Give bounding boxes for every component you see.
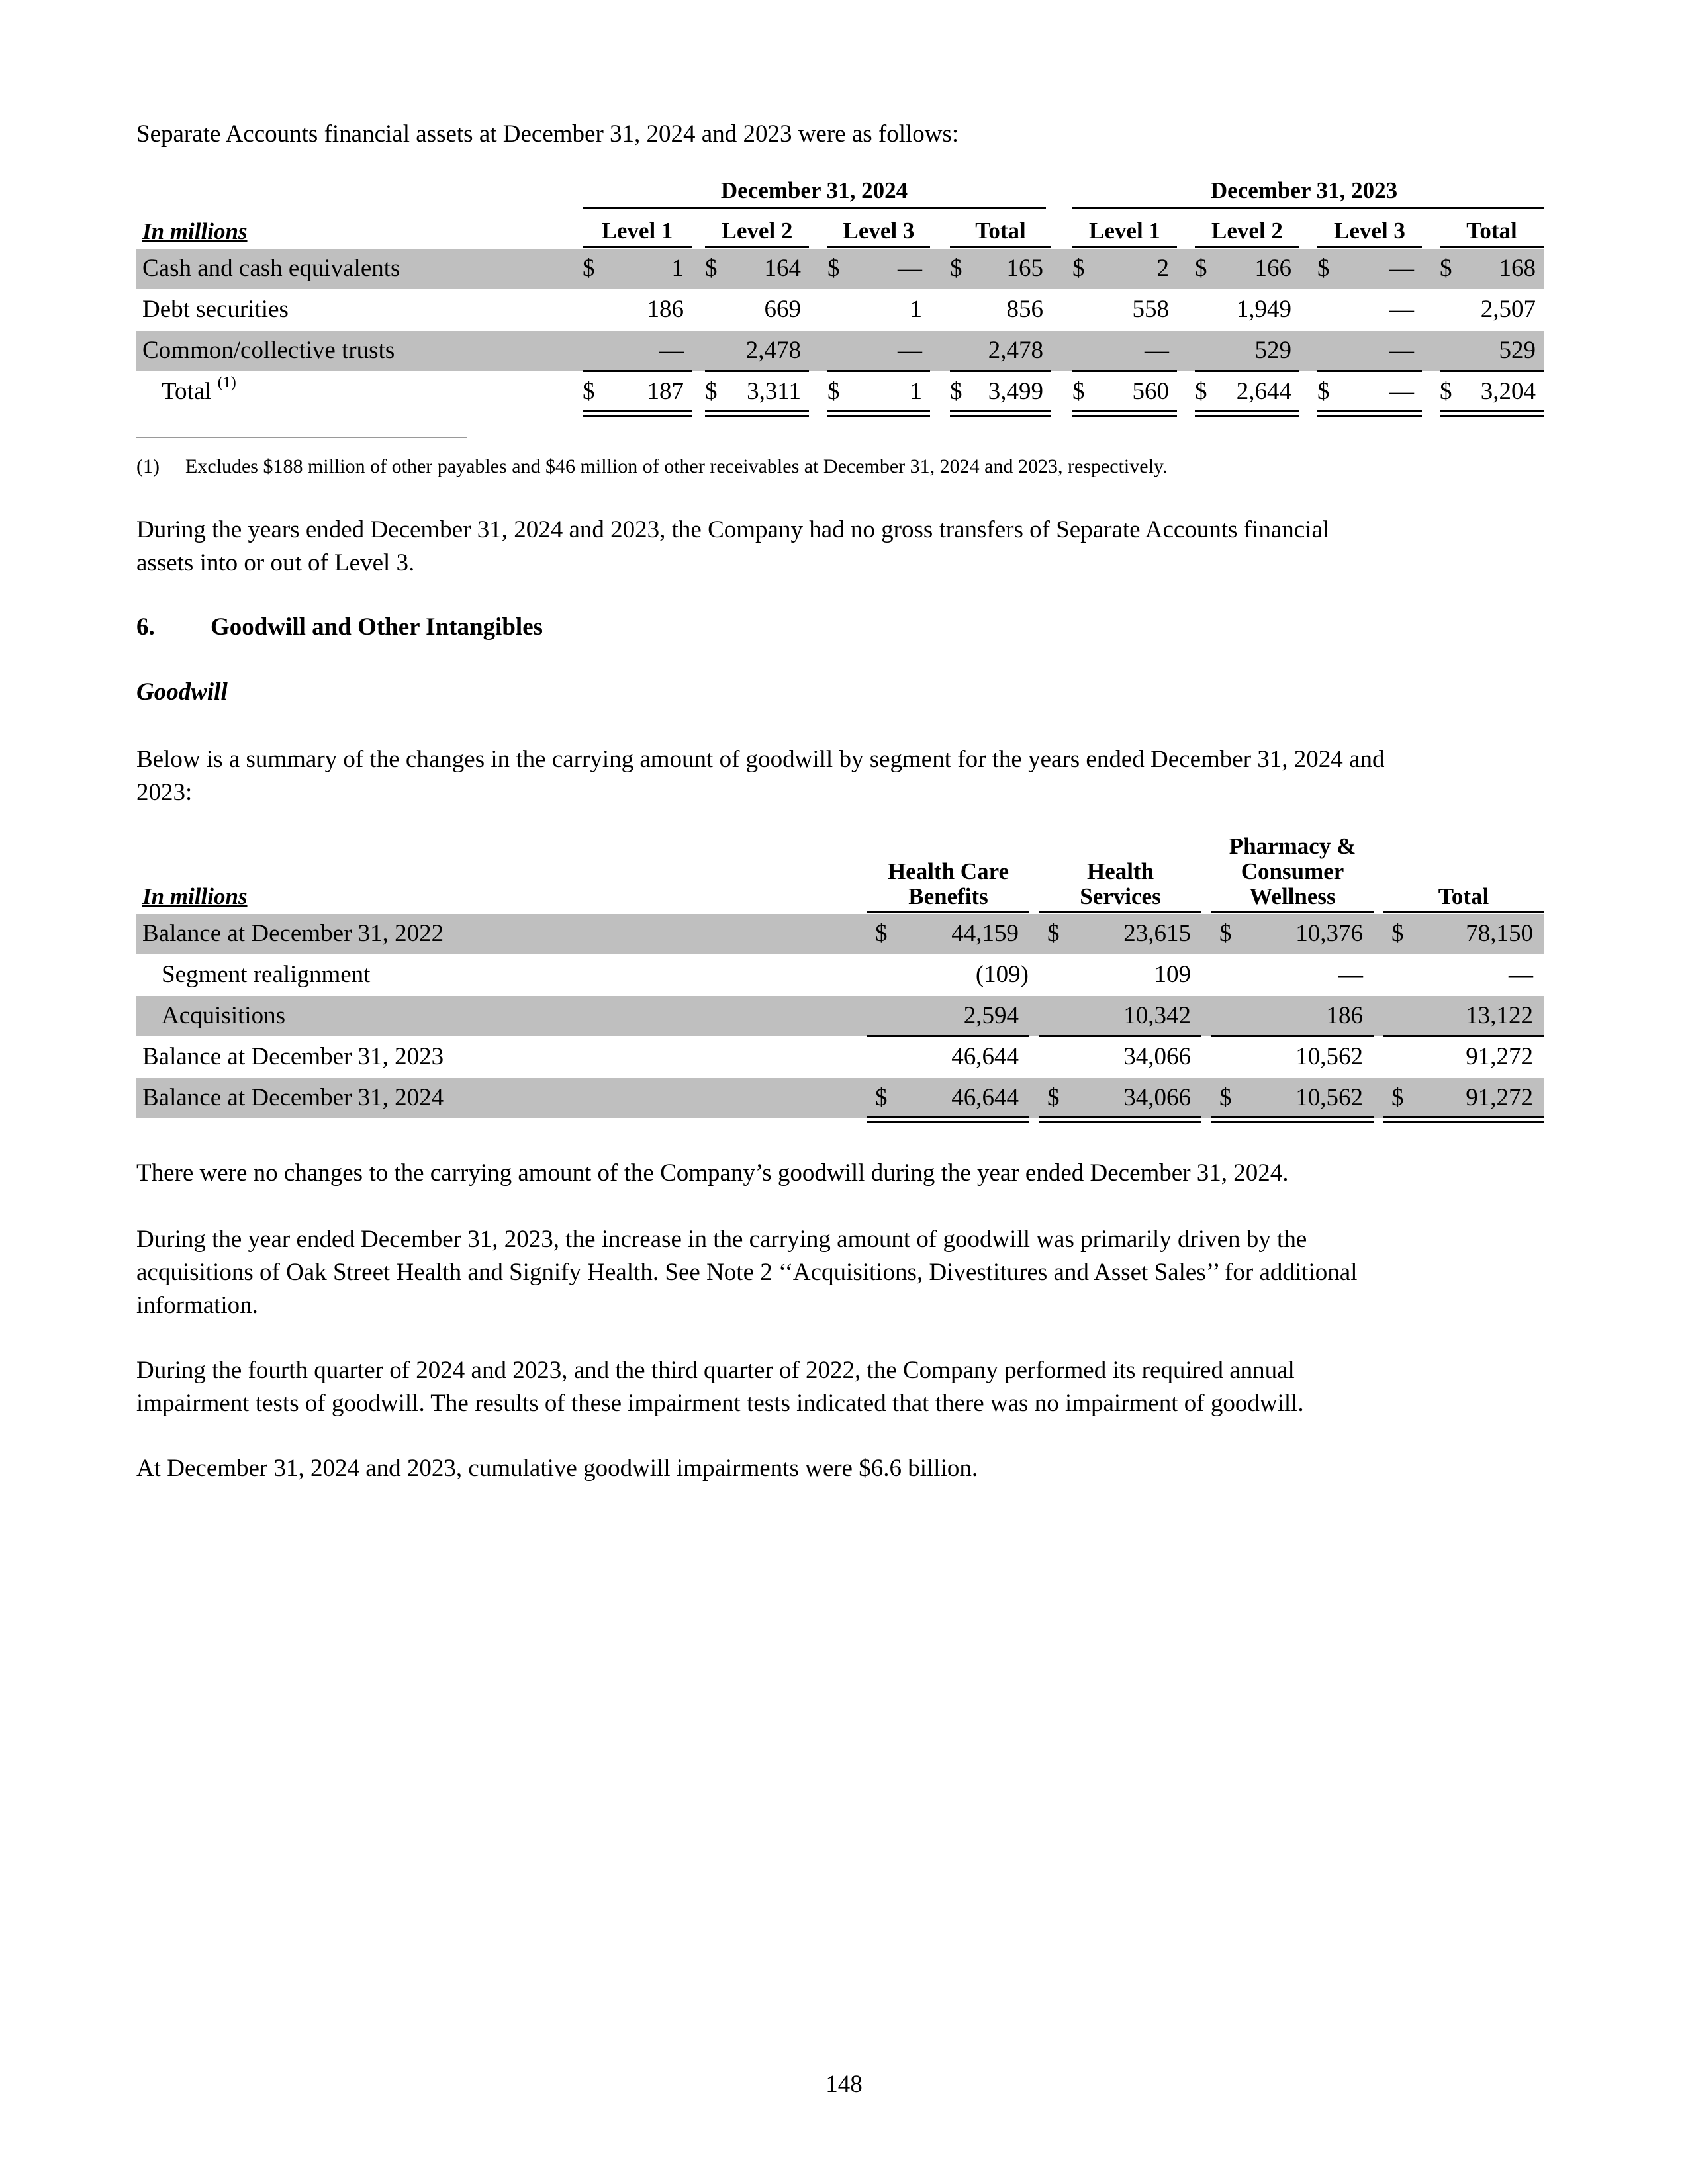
table-cell: 10,562 [1295, 1084, 1363, 1111]
dollar-sign: $ [1072, 378, 1085, 405]
table-cell: 2,478 [745, 337, 801, 364]
table-cell: 46,644 [951, 1043, 1019, 1070]
table-cell: 168 [1499, 255, 1536, 282]
column-header-line: Health Care [887, 858, 1009, 884]
column-header-rule [583, 246, 692, 248]
increase-line-3: information. [136, 1292, 258, 1319]
row-label: Balance at December 31, 2022 [142, 920, 444, 947]
column-header-rule [950, 246, 1051, 248]
row-label [142, 249, 400, 289]
table-cell: 669 [764, 296, 801, 323]
table-cell: 2,594 [963, 1002, 1019, 1029]
dollar-sign: $ [1219, 920, 1232, 947]
table-cell: 3,499 [988, 378, 1043, 405]
column-header: Level 3 [1334, 218, 1405, 244]
table-cell: 78,150 [1466, 920, 1533, 947]
footnote-reference: (1) [217, 374, 236, 391]
page-number: 148 [825, 2071, 863, 2098]
table-cell: 2,644 [1236, 378, 1291, 405]
table-cell: 529 [1499, 337, 1536, 364]
row-label-text: Cash and cash equivalents [142, 255, 400, 282]
table-cell: 34,066 [1123, 1043, 1191, 1070]
column-header-line: Pharmacy & [1229, 833, 1356, 859]
dollar-sign: $ [950, 255, 962, 282]
table-cell: 10,376 [1295, 920, 1363, 947]
intro-paragraph: Separate Accounts financial assets at December 31, 2024 and 2023 were as follows: [136, 120, 959, 148]
table-cell: 46,644 [951, 1084, 1019, 1111]
column-header-rule [1039, 911, 1201, 913]
total-double-rule [827, 410, 930, 417]
column-header-rule [1211, 911, 1374, 913]
impairment-line-1: During the fourth quarter of 2024 and 2023, and the third quarter of 2022, the Company performed its required annual [136, 1357, 1295, 1384]
table-cell: 2 [1156, 255, 1169, 282]
dollar-sign: $ [1440, 378, 1452, 405]
total-double-rule [1383, 1116, 1544, 1123]
table-cell: 560 [1132, 378, 1169, 405]
table-cell: 165 [1006, 255, 1043, 282]
footnote-text: Excludes $188 million of other payables and $46 million of other receivables at December 31, 2024 and 2023, respectively. [185, 455, 1168, 477]
table-cell: — [1145, 337, 1169, 364]
row-label [142, 290, 289, 330]
footnote-marker: (1) [136, 455, 160, 477]
table-cell: 23,615 [1123, 920, 1191, 947]
group-header-rule-2024 [583, 207, 1046, 209]
column-header-line: Benefits [908, 884, 988, 909]
cumulative-impairments-paragraph: At December 31, 2024 and 2023, cumulative goodwill impairments were $6.6 billion. [136, 1455, 978, 1482]
table-cell: — [1389, 296, 1414, 323]
table-cell: — [1389, 337, 1414, 364]
column-header: Level 3 [843, 218, 915, 244]
table-cell: 2,507 [1480, 296, 1536, 323]
dollar-sign: $ [583, 378, 595, 405]
increase-line-1: During the year ended December 31, 2023, the increase in the carrying amount of goodwill was primarily driven by the [136, 1226, 1307, 1253]
table-cell: 91,272 [1466, 1043, 1533, 1070]
column-header-rule [867, 911, 1029, 913]
dollar-sign: $ [1195, 378, 1207, 405]
table-cell: 1 [671, 255, 684, 282]
subsection-title: Goodwill [136, 678, 228, 705]
column-header-rule [1317, 246, 1422, 248]
increase-line-2: acquisitions of Oak Street Health and Signify Health. See Note 2 ‘‘Acquisitions, Divestitures and Asset Sales’’ for additional [136, 1259, 1358, 1286]
dollar-sign: $ [583, 255, 595, 282]
table-cell: 91,272 [1466, 1084, 1533, 1111]
total-double-rule [583, 410, 692, 417]
summary-line-2: 2023: [136, 779, 193, 806]
column-header-rule [705, 246, 809, 248]
in-millions-label-2: In millions [142, 884, 248, 909]
column-header-line: Consumer [1241, 858, 1344, 884]
table-cell: — [898, 255, 922, 282]
table-cell: 2,478 [988, 337, 1043, 364]
row-label-text: Debt securities [142, 296, 289, 323]
table-cell: 3,204 [1480, 378, 1536, 405]
table-cell: 164 [764, 255, 801, 282]
dollar-sign: $ [1195, 255, 1207, 282]
summary-line-1: Below is a summary of the changes in the carrying amount of goodwill by segment for the years ended December 31, 2024 and [136, 746, 1385, 773]
table-cell: 856 [1006, 296, 1043, 323]
dollar-sign: $ [1047, 1084, 1060, 1111]
impairment-line-2: impairment tests of goodwill. The results of these impairment tests indicated that there was no impairment of goodwill. [136, 1390, 1304, 1417]
row-label [142, 331, 395, 371]
table-cell: 34,066 [1123, 1084, 1191, 1111]
row-label-text: Common/collective trusts [142, 337, 395, 364]
transfers-line-1: During the years ended December 31, 2024 and 2023, the Company had no gross transfers of Separate Accounts financial [136, 516, 1330, 543]
table-cell: 186 [647, 296, 684, 323]
table-cell: 10,562 [1295, 1043, 1363, 1070]
dollar-sign: $ [1391, 920, 1404, 947]
dollar-sign: $ [1317, 378, 1330, 405]
column-header-rule [1383, 911, 1544, 913]
dollar-sign: $ [705, 255, 718, 282]
table-cell: 13,122 [1466, 1002, 1533, 1029]
dollar-sign: $ [827, 378, 840, 405]
table-cell: — [659, 337, 684, 364]
table-cell: 529 [1254, 337, 1291, 364]
table-cell: — [1509, 961, 1533, 988]
row-label: Balance at December 31, 2024 [142, 1084, 444, 1111]
table-cell: — [1389, 378, 1414, 405]
table-cell: 44,159 [951, 920, 1019, 947]
column-header: Total [1466, 218, 1517, 244]
column-header-line: Health [1086, 858, 1154, 884]
column-header: Level 1 [1089, 218, 1160, 244]
table-cell: — [898, 337, 922, 364]
table-cell: 187 [647, 378, 684, 405]
dollar-sign: $ [950, 378, 962, 405]
total-double-rule [705, 410, 809, 417]
total-double-rule [1195, 410, 1299, 417]
group-header-2023: December 31, 2023 [1210, 177, 1398, 203]
total-double-rule [867, 1116, 1029, 1123]
no-changes-paragraph: There were no changes to the carrying amount of the Company’s goodwill during the year ended December 31, 2024. [136, 1160, 1289, 1187]
footnote-rule [136, 437, 467, 438]
column-header-rule [1072, 246, 1177, 248]
column-header-line: Total [1438, 884, 1489, 909]
row-label: Balance at December 31, 2023 [142, 1043, 444, 1070]
dollar-sign: $ [1391, 1084, 1404, 1111]
in-millions-label: In millions [142, 218, 248, 244]
table-cell: 109 [1154, 961, 1191, 988]
column-header-line: Services [1080, 884, 1161, 909]
column-header-line: Wellness [1249, 884, 1336, 909]
dollar-sign: $ [875, 920, 888, 947]
dollar-sign: $ [1047, 920, 1060, 947]
dollar-sign: $ [827, 255, 840, 282]
group-header-rule-2023 [1072, 207, 1544, 209]
group-header-2024: December 31, 2024 [720, 177, 908, 203]
column-header: Level 2 [1211, 218, 1283, 244]
section-number: 6. [136, 614, 155, 641]
table-cell: 558 [1132, 296, 1169, 323]
dollar-sign: $ [875, 1084, 888, 1111]
table-cell: — [1389, 255, 1414, 282]
column-header-rule [827, 246, 930, 248]
table-cell: 166 [1254, 255, 1291, 282]
dollar-sign: $ [1317, 255, 1330, 282]
total-double-rule [950, 410, 1051, 417]
table-cell: 1 [910, 296, 922, 323]
total-double-rule [1440, 410, 1544, 417]
dollar-sign: $ [1219, 1084, 1232, 1111]
row-label-text: Total [162, 378, 212, 405]
table-cell: 10,342 [1123, 1002, 1191, 1029]
column-header: Level 1 [601, 218, 673, 244]
total-double-rule [1039, 1116, 1201, 1123]
table-cell: (109) [975, 961, 1029, 988]
total-double-rule [1317, 410, 1422, 417]
table-cell: 1,949 [1236, 296, 1291, 323]
section-title: Goodwill and Other Intangibles [211, 614, 543, 641]
column-header: Total [975, 218, 1026, 244]
column-header-rule [1440, 246, 1544, 248]
dollar-sign: $ [1440, 255, 1452, 282]
total-double-rule [1072, 410, 1177, 417]
table-cell: 3,311 [747, 378, 801, 405]
column-header-rule [1195, 246, 1299, 248]
dollar-sign: $ [705, 378, 718, 405]
row-label [162, 372, 236, 412]
column-header: Level 2 [721, 218, 793, 244]
transfers-line-2: assets into or out of Level 3. [136, 549, 415, 576]
row-label: Segment realignment [162, 961, 371, 988]
dollar-sign: $ [1072, 255, 1085, 282]
row-label: Acquisitions [162, 1002, 286, 1029]
table-cell: — [1338, 961, 1363, 988]
table-cell: 1 [910, 378, 922, 405]
total-double-rule [1211, 1116, 1374, 1123]
table-cell: 186 [1326, 1002, 1363, 1029]
